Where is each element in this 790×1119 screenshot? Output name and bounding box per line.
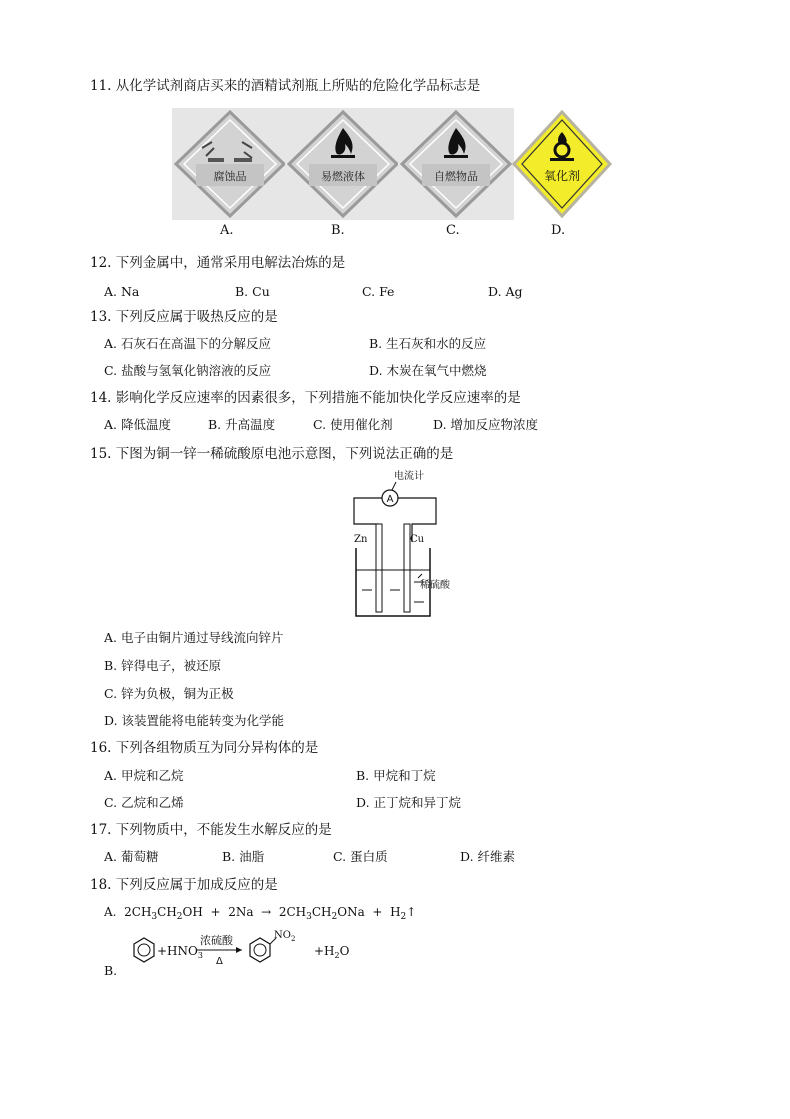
q16-option-a: A. 甲烷和乙烷 (104, 768, 184, 783)
q18-option-b-label: B. (104, 963, 118, 978)
q16-option-d: D. 正丁烷和异丁烷 (356, 795, 462, 810)
q14-option-a: A. 降低温度 (104, 417, 171, 432)
nitrobenzene-icon (250, 938, 270, 962)
svg-text:NO2: $NO_2$ (274, 930, 296, 943)
q14-option-c: C. 使用催化剂 (313, 417, 393, 432)
oxidizer-sign (510, 108, 614, 224)
reaction-arrow-icon (236, 947, 242, 953)
corrosive-sign (172, 108, 288, 224)
q13-option-d: D. 木炭在氧气中燃烧 (369, 363, 487, 378)
spontaneous-combustion-sign (398, 108, 514, 224)
q13-option-a: A. 石灰石在高温下的分解反应 (104, 336, 271, 351)
q15-text: 15. 下图为铜一锌一稀硫酸原电池示意图，下列说法正确的是 (90, 446, 454, 462)
sign-option-b: B. (331, 223, 345, 238)
spontaneous-combustion-label: 自燃物品 (434, 170, 478, 183)
ammeter-label: 电流计 (394, 471, 424, 482)
q11-text: 11. 从化学试剂商店买来的酒精试剂瓶上所贴的危险化学品标志是 (90, 78, 481, 94)
arrow-icon: → (261, 905, 272, 919)
q15-option-b: B. 锌得电子，被还原 (104, 658, 222, 673)
q13-option-c: C. 盐酸与氢氧化钠溶液的反应 (104, 363, 272, 378)
corrosive-label: 腐蚀品 (213, 170, 247, 183)
copper-label: Cu (410, 534, 425, 545)
q12-text: 12. 下列金属中，通常采用电解法冶炼的是 (90, 255, 346, 271)
q17-option-d: D. 纤维素 (460, 849, 516, 864)
q14-option-d: D. 增加反应物浓度 (433, 417, 539, 432)
zinc-electrode (376, 524, 382, 612)
q15-option-d: D. 该装置能将电能转变为化学能 (104, 713, 285, 728)
q12-option-d: D. Ag (488, 284, 523, 299)
q14-text: 14. 影响化学反应速率的因素很多，下列措施不能加快化学反应速率的是 (90, 390, 521, 406)
q17-option-b: B. 油脂 (222, 849, 265, 864)
q15-option-c: C. 锌为负极，铜为正极 (104, 686, 234, 701)
sign-option-a: A. (220, 223, 234, 238)
catalyst-label: 浓硫酸 (200, 934, 233, 947)
acid-label: 稀硫酸 (420, 580, 450, 591)
svg-text:+H2O: $+H_2O$ (314, 944, 350, 960)
zinc-label: Zn (354, 534, 368, 545)
oxidizer-label: 氧化剂 (543, 169, 581, 183)
benzene-icon (134, 938, 154, 962)
nitration-equation (122, 928, 362, 982)
q17-text: 17. 下列物质中，不能发生水解反应的是 (90, 822, 332, 838)
svg-text:+HNO3: $+HNO_3$ (157, 944, 203, 960)
q14-option-b: B. 升高温度 (208, 417, 276, 432)
sign-option-c: C. (446, 223, 460, 238)
svg-text:A: A (386, 494, 394, 505)
sign-option-d: D. (551, 223, 566, 238)
q16-option-b: B. 甲烷和丁烷 (356, 768, 436, 783)
q13-text: 13. 下列反应属于吸热反应的是 (90, 309, 278, 325)
q16-option-c: C. 乙烷和乙烯 (104, 795, 184, 810)
gas-arrow-icon: ↑ (406, 905, 417, 919)
q12-option-c: C. Fe (362, 284, 395, 299)
q12-option-a: A. Na (104, 284, 140, 299)
q12-option-b: B. Cu (235, 284, 270, 299)
q15-option-a: A. 电子由铜片通过导线流向锌片 (104, 630, 284, 645)
q13-option-b: B. 生石灰和水的反应 (369, 336, 487, 351)
q17-option-a: A. 葡萄糖 (104, 849, 159, 864)
flammable-liquid-label: 易燃液体 (321, 170, 365, 183)
galvanic-cell-diagram (350, 466, 460, 626)
q17-option-c: C. 蛋白质 (333, 849, 388, 864)
q16-text: 16. 下列各组物质互为同分异构体的是 (90, 740, 319, 756)
heat-symbol: Δ (216, 956, 223, 967)
q18-option-a: A. $2CH_3CH_2OH + 2Na \to 2CH_3CH_2ONa$ + $H_2↑$ (104, 905, 417, 922)
q18-text: 18. 下列反应属于加成反应的是 (90, 877, 278, 893)
flammable-liquid-sign (285, 108, 401, 224)
